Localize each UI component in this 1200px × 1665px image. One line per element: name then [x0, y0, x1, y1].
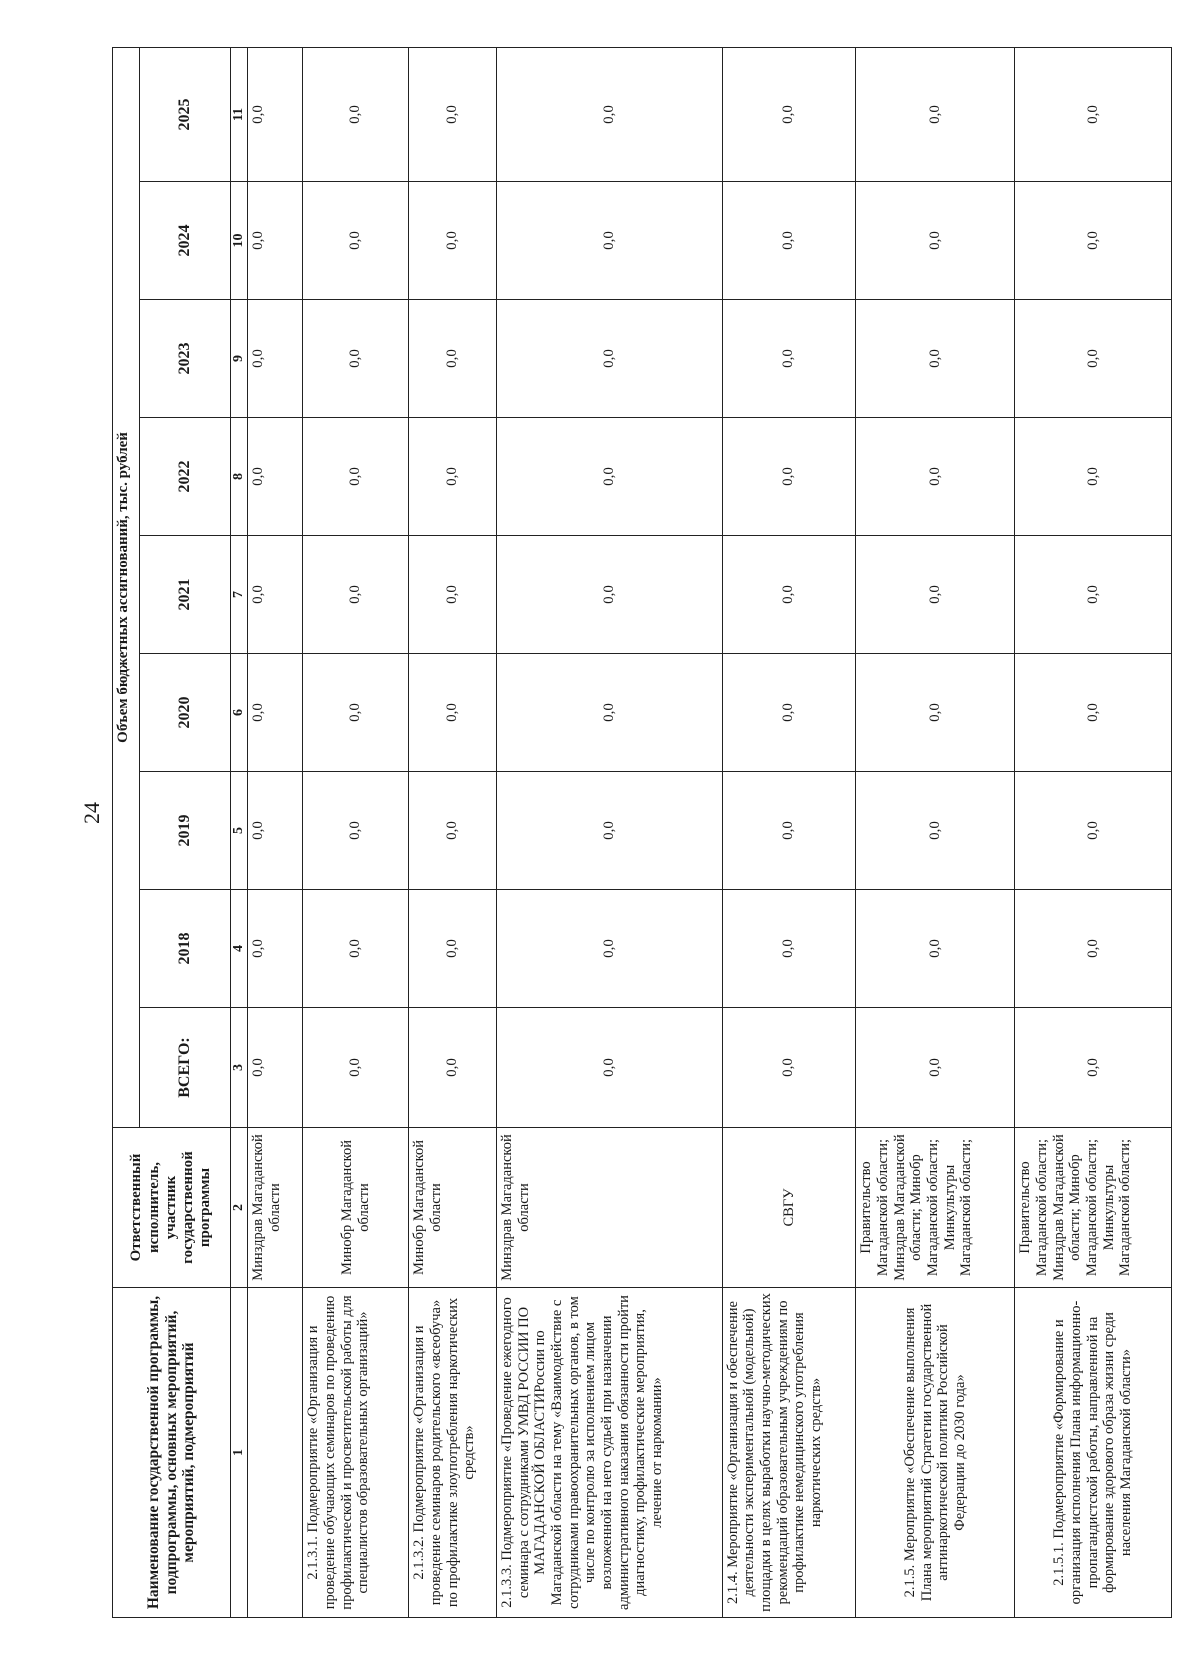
value-cell: 0,0	[722, 47, 856, 181]
value-cell: 0,0	[496, 654, 722, 772]
value-cell: 0,0	[1015, 300, 1172, 418]
budget-table-rotated	[112, 48, 1172, 1618]
header-year: 2025	[140, 47, 231, 181]
header-year: 2021	[140, 536, 231, 654]
value-cell: 0,0	[722, 536, 856, 654]
value-cell: 0,0	[409, 300, 497, 418]
value-cell: 0,0	[248, 772, 303, 890]
value-cell: 0,0	[1015, 1008, 1172, 1128]
value-cell: 0,0	[496, 890, 722, 1008]
value-cell: 0,0	[856, 182, 1015, 300]
row-executor: Правительство Магаданской области; Минздрав Магаданской области; Минобр Магаданской области; Минкультуры Магаданской области;	[1015, 1128, 1172, 1288]
value-cell: 0,0	[722, 772, 856, 890]
value-cell: 0,0	[856, 1008, 1015, 1128]
header-year: 2022	[140, 418, 231, 536]
value-cell: 0,0	[496, 182, 722, 300]
value-cell: 0,0	[248, 536, 303, 654]
value-cell: 0,0	[248, 182, 303, 300]
value-cell: 0,0	[496, 47, 722, 181]
table-row	[1015, 47, 1172, 1617]
row-name: 2.1.3.2. Подмероприятие «Организация и проведение семинаров родительского «всеобуча» по профилактике злоупотребления наркотических средств»	[409, 1288, 497, 1618]
value-cell: 0,0	[1015, 536, 1172, 654]
value-cell: 0,0	[409, 772, 497, 890]
value-cell: 0,0	[722, 1008, 856, 1128]
row-executor: СВГУ	[722, 1128, 856, 1288]
col-number: 10	[231, 182, 248, 300]
value-cell: 0,0	[722, 182, 856, 300]
value-cell: 0,0	[496, 1008, 722, 1128]
row-executor: Минобр Магаданской области	[409, 1128, 497, 1288]
col-number: 9	[231, 300, 248, 418]
row-executor: Минобр Магаданской области	[303, 1128, 409, 1288]
value-cell: 0,0	[1015, 47, 1172, 181]
table-row	[248, 47, 303, 1617]
value-cell: 0,0	[248, 654, 303, 772]
value-cell: 0,0	[303, 536, 409, 654]
col-number: 8	[231, 418, 248, 536]
header-total: ВСЕГО:	[140, 1008, 231, 1128]
value-cell: 0,0	[303, 182, 409, 300]
table-row	[409, 47, 497, 1617]
col-number: 7	[231, 536, 248, 654]
row-name	[248, 1288, 303, 1618]
value-cell: 0,0	[856, 300, 1015, 418]
row-name: 2.1.5.1. Подмероприятие «Формирование и организация исполнения Плана информационно-пропагандистской работы, направленной на формирование здорового образа жизни среди населения Магаданской области»	[1015, 1288, 1172, 1618]
col-number: 5	[231, 772, 248, 890]
table-row	[722, 47, 856, 1617]
value-cell: 0,0	[722, 300, 856, 418]
value-cell: 0,0	[856, 772, 1015, 890]
value-cell: 0,0	[303, 1008, 409, 1128]
value-cell: 0,0	[856, 418, 1015, 536]
value-cell: 0,0	[303, 418, 409, 536]
row-executor: Правительство Магаданской области; Минздрав Магаданской области; Минобр Магаданской области; Минкультуры Магаданской области;	[856, 1128, 1015, 1288]
row-name: 2.1.3.3. Подмероприятие «Проведение ежегодного семинара с сотрудниками УМВД РОССИИ ПО МАГАДАНСКОЙ ОБЛАСТИРоссии по Магаданской области на тему «Взаимодействие с сотрудниками правоохранительных органов, в том числе по контролю за исполнением лицом возложенной на него судьей при назначении административного наказания обязанности пройти диагностику, профилактические мероприятия, лечение от наркомании»	[496, 1288, 722, 1618]
value-cell: 0,0	[496, 418, 722, 536]
value-cell: 0,0	[248, 418, 303, 536]
value-cell: 0,0	[722, 654, 856, 772]
value-cell: 0,0	[409, 47, 497, 181]
value-cell: 0,0	[722, 418, 856, 536]
row-executor: Минздрав Магаданской области	[248, 1128, 303, 1288]
value-cell: 0,0	[409, 418, 497, 536]
table-row	[303, 47, 409, 1617]
value-cell: 0,0	[1015, 182, 1172, 300]
value-cell: 0,0	[856, 536, 1015, 654]
value-cell: 0,0	[248, 300, 303, 418]
row-executor: Минздрав Магаданской области	[496, 1128, 722, 1288]
value-cell: 0,0	[1015, 890, 1172, 1008]
header-year: 2019	[140, 772, 231, 890]
value-cell: 0,0	[409, 890, 497, 1008]
value-cell: 0,0	[1015, 418, 1172, 536]
value-cell: 0,0	[856, 654, 1015, 772]
value-cell: 0,0	[1015, 772, 1172, 890]
col-number: 6	[231, 654, 248, 772]
row-name: 2.1.4. Мероприятие «Организация и обеспечение деятельности экспериментальной (модельной) площадки в целях выработки научно-методических рекомендаций образовательным учреждениям по профилактике немедицинского употребления наркотических средств»	[722, 1288, 856, 1618]
value-cell: 0,0	[303, 890, 409, 1008]
header-year: 2018	[140, 890, 231, 1008]
header-budget: Объем бюджетных ассигнований, тыс. рублей	[113, 47, 140, 1127]
value-cell: 0,0	[303, 654, 409, 772]
table-row	[856, 47, 1015, 1617]
header-executor: Ответственный исполнитель, участник государственной программы	[113, 1128, 231, 1288]
col-number: 2	[231, 1128, 248, 1288]
col-number: 3	[231, 1008, 248, 1128]
value-cell: 0,0	[856, 890, 1015, 1008]
table-row	[496, 47, 722, 1617]
value-cell: 0,0	[856, 47, 1015, 181]
header-year: 2024	[140, 182, 231, 300]
value-cell: 0,0	[248, 890, 303, 1008]
value-cell: 0,0	[496, 772, 722, 890]
value-cell: 0,0	[496, 536, 722, 654]
value-cell: 0,0	[409, 182, 497, 300]
value-cell: 0,0	[722, 890, 856, 1008]
value-cell: 0,0	[1015, 654, 1172, 772]
value-cell: 0,0	[303, 47, 409, 181]
page-number: 24	[79, 802, 104, 824]
col-number: 4	[231, 890, 248, 1008]
row-name: 2.1.5. Мероприятие «Обеспечение выполнения Плана мероприятий Стратегии государственной антинаркотической политики Российской Федерации до 2030 года»	[856, 1288, 1015, 1618]
value-cell: 0,0	[409, 536, 497, 654]
header-year: 2020	[140, 654, 231, 772]
value-cell: 0,0	[303, 772, 409, 890]
row-name: 2.1.3.1. Подмероприятие «Организация и проведение обучающих семинаров по проведению профилактической и просветительской работы для специалистов образовательных организаций»	[303, 1288, 409, 1618]
value-cell: 0,0	[248, 1008, 303, 1128]
value-cell: 0,0	[248, 47, 303, 181]
header-year: 2023	[140, 300, 231, 418]
col-number: 1	[231, 1288, 248, 1618]
header-name: Наименование государственной программы, подпрограммы, основных мероприятий, мероприятий, подмероприятий	[113, 1288, 231, 1618]
col-number: 11	[231, 47, 248, 181]
budget-table	[112, 47, 1172, 1618]
value-cell: 0,0	[409, 1008, 497, 1128]
value-cell: 0,0	[409, 654, 497, 772]
value-cell: 0,0	[496, 300, 722, 418]
value-cell: 0,0	[303, 300, 409, 418]
